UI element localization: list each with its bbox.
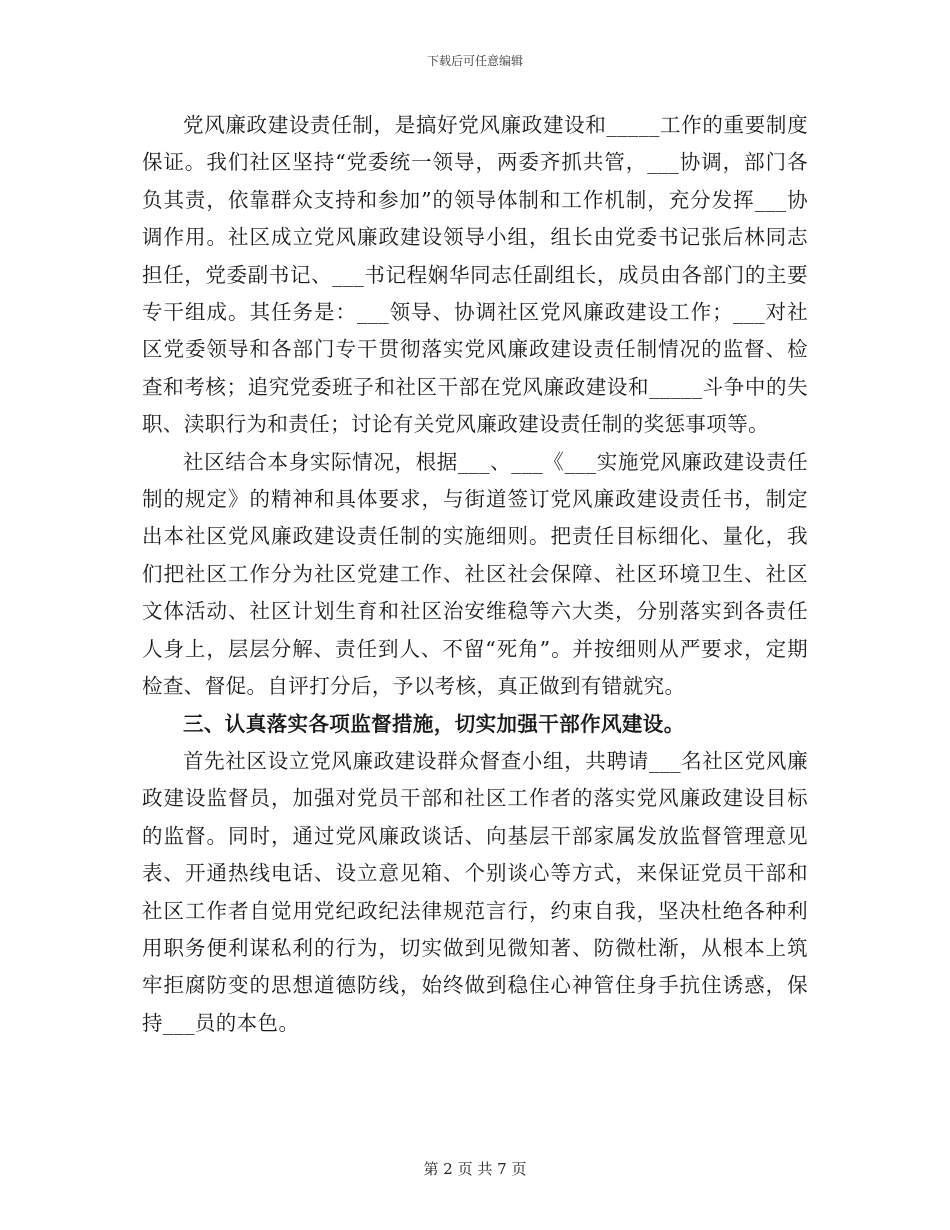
page-number-footer: 第 2 页 共 7 页 xyxy=(423,1160,527,1178)
body-paragraph-3: 首先社区设立党风廉政建设群众督查小组，共聘请___名社区党风廉政建设监督员，加强对党员干部和社区工作者的落实党风廉政建设目标的监督。同时，通过党风廉政谈话、向基层干部家属发放监督管理意见表、开通热线电话、设立意见箱、个别谈心等方式，来保证党员干部和社区工作者自觉用党纪政纪法律规范言行，约束自我，坚决杜绝各种利用职务便利谋私利的行为，切实做到见微知著、防微杜渐，从根本上筑牢拒腐防变的思想道德防线，始终做到稳住心神管住身手抗住诱惑，保持___员的本色。 xyxy=(142,748,808,1035)
body-paragraph-1: 党风廉政建设责任制，是搞好党风廉政建设和_____工作的重要制度保证。我们社区坚持“党委统一领导，两委齐抓共管，___协调，部门各负其责，依靠群众支持和参加”的领导体制和工作机制，充分发挥___协调作用。社区成立党风廉政建设领导小组，组长由党委书记张后林同志担任，党委副书记、___书记程娴华同志任副组长，成员由各部门的主要专干组成。其任务是：___领导、协调社区党风廉政建设工作；___对社区党委领导和各部门专干贯彻落实党风廉政建设责任制情况的监督、检查和考核；追究党委班子和社区干部在党风廉政建设和_____斗争中的失职、渎职行为和责任；讨论有关党风廉政建设责任制的奖惩事项等。 xyxy=(142,113,808,437)
section-heading: 三、认真落实各项监督措施，切实加强干部作风建设。 xyxy=(183,711,685,736)
document-body xyxy=(142,107,808,1042)
page-header-note: 下载后可任意编辑 xyxy=(426,54,523,68)
body-paragraph-2: 社区结合本身实际情况，根据___、___《___实施党风廉政建设责任制的规定》的精神和具体要求，与街道签订党风廉政建设责任书，制定出本社区党风廉政建设责任制的实施细则。把责任目标细化、量化，我们把社区工作分为社区党建工作、社区社会保障、社区环境卫生、社区文体活动、社区计划生育和社区治安维稳等六大类，分别落实到各责任人身上，层层分解、责任到人、不留“死角”。并按细则从严要求，定期检查、督促。自评打分后，予以考核，真正做到有错就究。 xyxy=(142,449,808,699)
